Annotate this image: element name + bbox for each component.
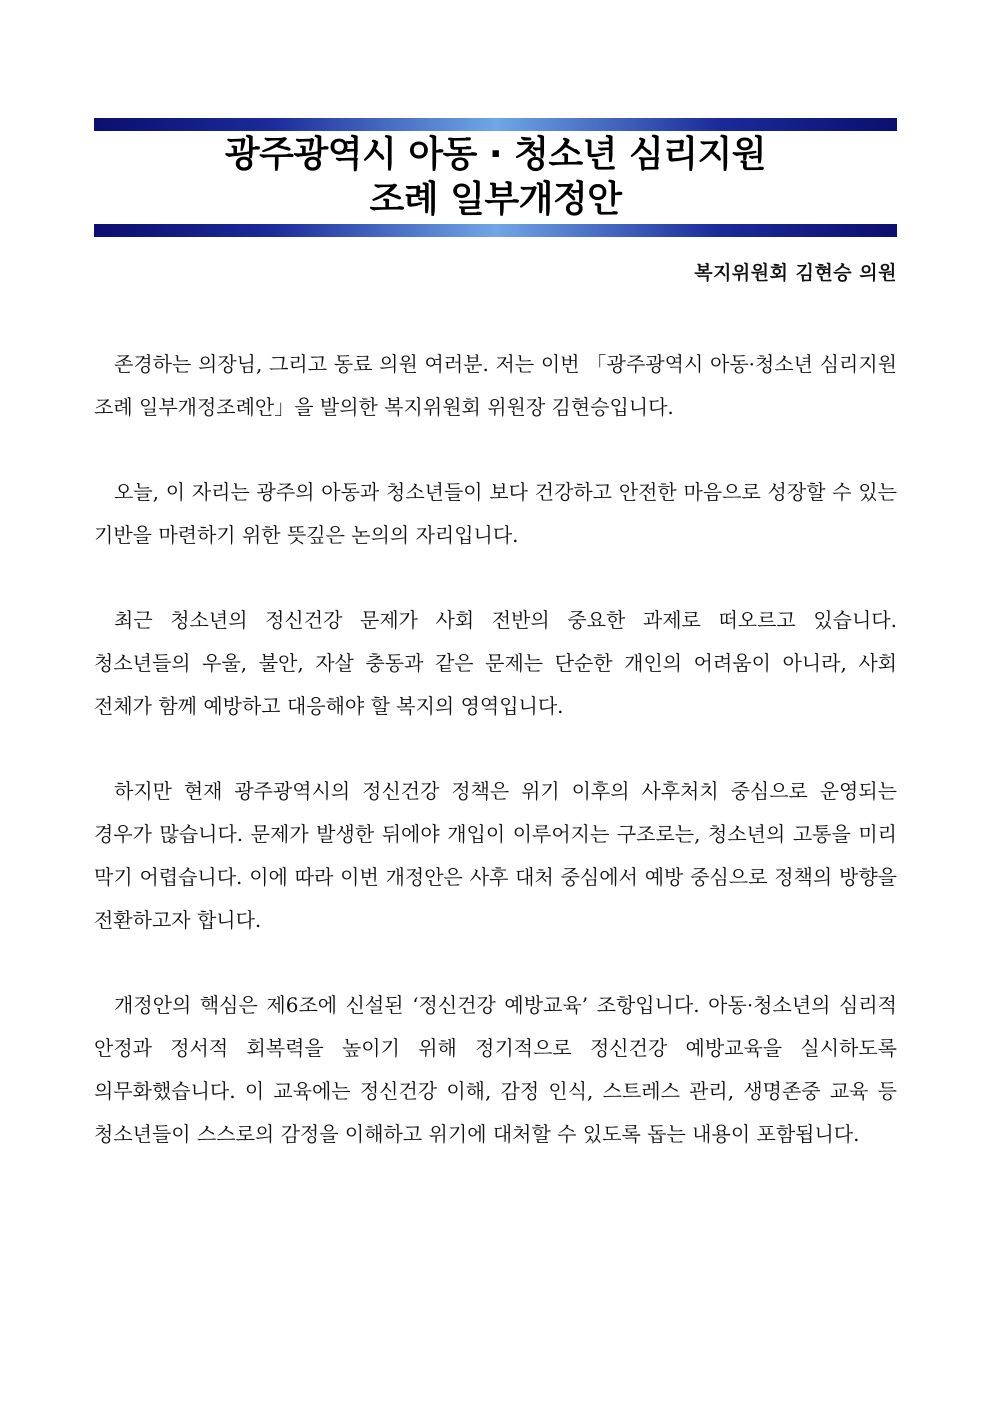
paragraph: 개정안의 핵심은 제6조에 신설된 ‘정신건강 예방교육’ 조항입니다. 아동·청소년의 심리적 안정과 정서적 회복력을 높이기 위해 정기적으로 정신건강 예방교육을 실시하도록 의무화했습니다. 이 교육에는 정신건강 이해, 감정 인식, 스트레스 관리, 생명존중 교육 등 청소년들이 스스로의 감정을 이해하고 위기에 대처할 수 있도록 돕는 내용이 포함됩니다. [94, 993, 897, 1146]
paragraph: 최근 청소년의 정신건강 문제가 사회 전반의 중요한 과제로 떠오르고 있습니다. 청소년들의 우울, 불안, 자살 충동과 같은 문제는 단순한 개인의 어려움이 아니라, 사회 전체가 함께 예방하고 대응해야 할 복지의 영역입니다. [94, 608, 897, 718]
paragraph: 오늘, 이 자리는 광주의 아동과 청소년들이 보다 건강하고 안전한 마음으로 성장할 수 있는 기반을 마련하기 위한 뜻깊은 논의의 자리입니다. [94, 480, 897, 547]
title-bottom-bar [94, 224, 897, 237]
title-line-2: 조례 일부개정안 [369, 179, 622, 220]
paragraph: 존경하는 의장님, 그리고 동료 의원 여러분. 저는 이번 「광주광역시 아동·청소년 심리지원 조례 일부개정조례안」을 발의한 복지위원회 위원장 김현승입니다. [94, 352, 897, 419]
document-title [94, 132, 897, 222]
paragraph: 하지만 현재 광주광역시의 정신건강 정책은 위기 이후의 사후처치 중심으로 운영되는 경우가 많습니다. 문제가 발생한 뒤에야 개입이 이루어지는 구조로는, 청소년의 고통을 미리 막기 어렵습니다. 이에 따라 이번 개정안은 사후 대처 중심에서 예방 중심으로 정책의 방향을 전환하고자 합니다. [94, 779, 897, 932]
title-line-1: 광주광역시 아동 · 청소년 심리지원 [224, 134, 767, 175]
author-line: 복지위원회 김현승 의원 [694, 262, 897, 284]
speech-body [94, 343, 897, 1198]
title-top-bar [94, 118, 897, 131]
